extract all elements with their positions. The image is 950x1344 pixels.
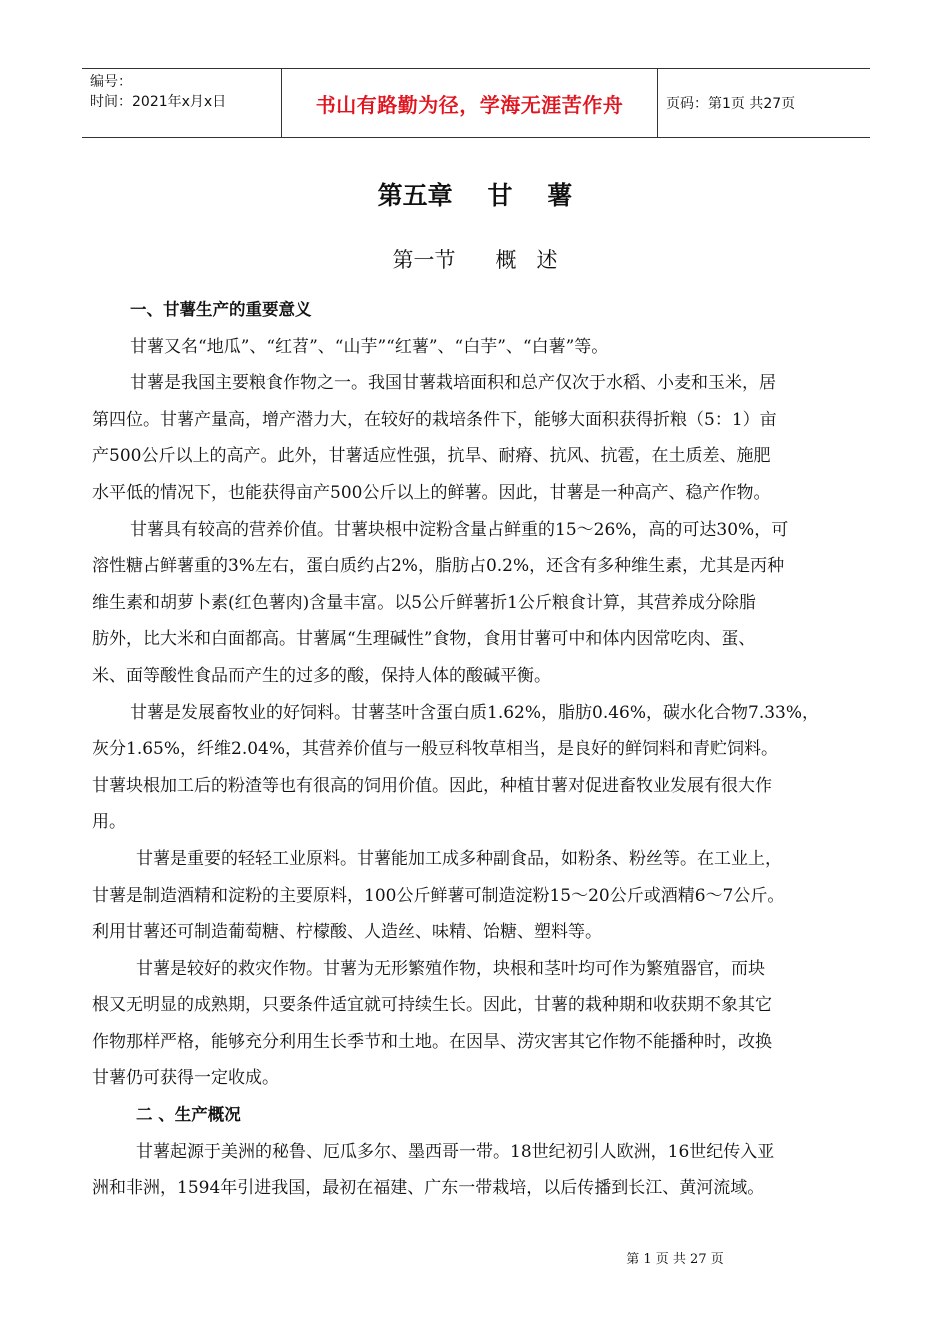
paragraph-grain-crop [92, 365, 862, 402]
paragraph-origin-cont [92, 1170, 862, 1207]
document-date: 时间：2021年x月x日 [90, 94, 227, 110]
text-line: 甘薯是重要的轻轻工业原料。甘薯能加工成多种副食品，如粉条、粉丝等。在工业上， [136, 848, 782, 869]
text-line: 甘薯块根加工后的粉渣等也有很高的饲用价值。因此，种植甘薯对促进畜牧业发展有很大作 [92, 775, 772, 796]
document-number: 编号： [90, 74, 132, 90]
heading-significance: 一、甘薯生产的重要意义 [130, 300, 312, 319]
paragraph-nutrition-cont [92, 548, 862, 694]
text-line: 甘薯是发展畜牧业的好饲料。甘薯茎叶含蛋白质1.62%，脂肪0.46%，碳水化合物7.33%， [130, 702, 820, 723]
text-line: 甘薯具有较高的营养价值。甘薯块根中淀粉含量占鲜重的15～26%，高的可达30%，可 [130, 519, 789, 540]
paragraph-industry [92, 841, 862, 878]
header-meta [82, 69, 282, 137]
chapter-title: 第五章 甘 薯 [377, 181, 573, 210]
paragraph-grain-crop-cont [92, 402, 862, 512]
text-line: 溶性糖占鲜薯重的3%左右，蛋白质约占2%，脂肪占0.2%，还含有多种维生素，尤其是丙种 [92, 556, 785, 577]
text-line: 甘薯是较好的救灾作物。甘薯为无形繁殖作物，块根和茎叶均可作为繁殖器官，而块 [136, 958, 765, 979]
paragraph-feed [92, 695, 862, 732]
page-footer: 第 1 页 共 27 页 [626, 1252, 724, 1267]
text-line: 肪外，比大米和白面都高。甘薯属“生理碱性”食物，食用甘薯可中和体内因常吃肉、蛋、 [92, 629, 756, 650]
text-line: 甘薯起源于美洲的秘鲁、厄瓜多尔、墨西哥一带。18世纪初引人欧洲，16世纪传入亚 [136, 1141, 775, 1162]
text-line: 洲和非洲，1594年引进我国，最初在福建、广东一带栽培，以后传播到长江、黄河流域。 [92, 1178, 765, 1199]
page-header [82, 68, 870, 138]
section-title: 第一节 概 述 [392, 248, 558, 272]
text-line: 甘薯是制造酒精和淀粉的主要原料，100公斤鲜薯可制造淀粉15～20公斤或酒精6～7公斤。 [92, 885, 785, 906]
text-line: 根又无明显的成熟期，只要条件适宜就可持续生长。因此，甘薯的栽种期和收获期不象其它 [92, 995, 772, 1016]
header-motto: 书山有路勤为径，学海无涯苦作舟 [282, 69, 658, 137]
text-line: 维生素和胡萝卜素(红色薯肉)含量丰富。以5公斤鲜薯折1公斤粮食计算，其营养成分除脂 [92, 592, 756, 613]
paragraph-disaster-relief [92, 951, 862, 988]
text-line: 米、面等酸性食品而产生的过多的酸，保持人体的酸碱平衡。 [92, 665, 551, 686]
paragraph-industry-cont [92, 878, 862, 951]
paragraph-origin [92, 1134, 862, 1171]
text-line: 第四位。甘薯产量高，增产潜力大，在较好的栽培条件下，能够大面积获得折粮（5：1）亩 [92, 409, 777, 430]
paragraph-nutrition [92, 512, 862, 549]
text-line: 用。 [92, 812, 126, 833]
text-line: 水平低的情况下，也能获得亩产500公斤以上的鲜薯。因此，甘薯是一种高产、稳产作物。 [92, 482, 771, 503]
paragraph-feed-cont [92, 731, 862, 841]
text-line: 利用甘薯还可制造葡萄糖、柠檬酸、人造丝、味精、饴糖、塑料等。 [92, 922, 602, 943]
header-page-info: 页码：第1页 共27页 [666, 96, 796, 112]
text-line: 甘薯是我国主要粮食作物之一。我国甘薯栽培面积和总产仅次于水稻、小麦和玉米，居 [130, 373, 776, 394]
paragraph-disaster-relief-cont [92, 987, 862, 1097]
text-line: 作物那样严格，能够充分利用生长季节和土地。在因旱、涝灾害其它作物不能播种时，改换 [92, 1031, 772, 1052]
text-line: 灰分1.65%，纤维2.04%，其营养价值与一般豆科牧草相当，是良好的鲜饲料和青贮饲料。 [92, 739, 779, 760]
text-line: 甘薯又名“地瓜”、“红苕”、“山芋”“红薯”、“白芋”、“白薯”等。 [130, 336, 609, 357]
text-line: 产500公斤以上的高产。此外，甘薯适应性强，抗旱、耐瘠、抗风、抗雹，在土质差、施肥 [92, 446, 771, 467]
heading-production-overview: 二 、生产概况 [136, 1105, 241, 1125]
paragraph-names [92, 329, 862, 366]
document-body [92, 292, 862, 1207]
text-line: 甘薯仍可获得一定收成。 [92, 1068, 279, 1089]
